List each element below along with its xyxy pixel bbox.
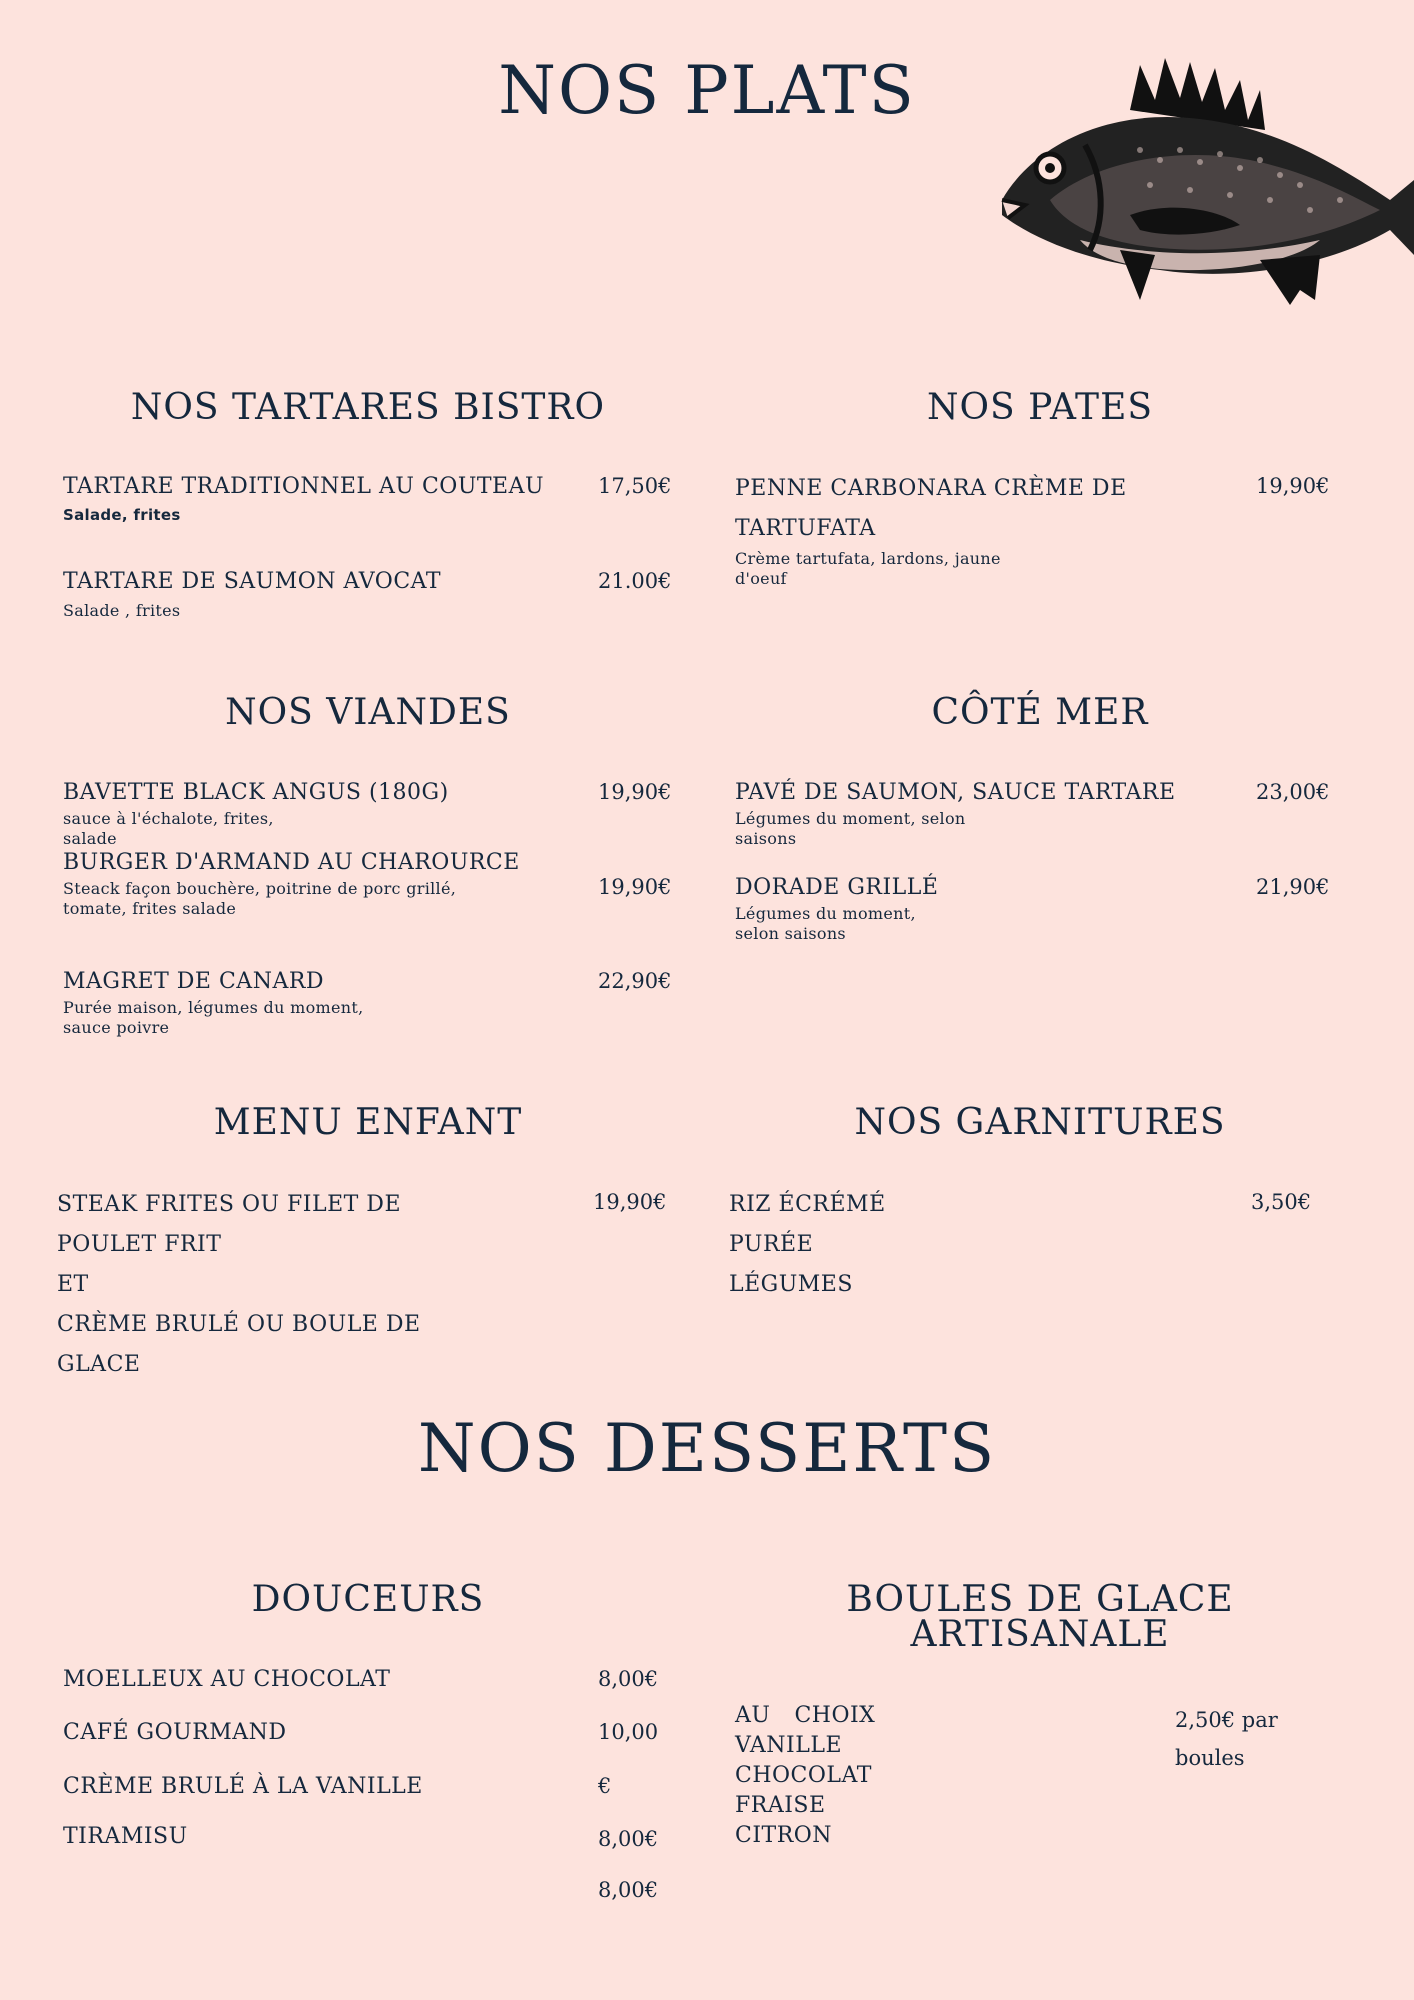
page-title: NOS PLATS [498, 52, 916, 129]
choice-word: AU [735, 1703, 771, 1728]
item-description: Légumes du moment, selon saisons [735, 809, 966, 848]
item-price: 21,90€ [1256, 875, 1330, 899]
price-line: boules [1175, 1746, 1245, 1770]
item-description: Steack façon bouchère, poitrine de porc grillé, tomate, frites salade [63, 879, 457, 918]
item-description: Crème tartufata, lardons, jaune d'oeuf [735, 549, 1001, 588]
item-price: 3,50€ [1251, 1190, 1312, 1214]
item-description: sauce à l'échalote, frites, salade [63, 809, 274, 848]
section-title-garnitures: NOS GARNITURES [854, 1102, 1226, 1143]
item-price: 19,90€ [598, 875, 672, 899]
item-name: BAVETTE BLACK ANGUS (180G) [63, 780, 449, 805]
item-description: Purée maison, légumes du moment, sauce poivre [63, 998, 364, 1037]
ice-cream-flavor-list [735, 1701, 875, 1851]
section-title-tartares: NOS TARTARES BISTRO [130, 387, 606, 428]
list-item: LÉGUMES [729, 1272, 853, 1297]
list-item: VANILLE [735, 1733, 843, 1758]
item-name: MAGRET DE CANARD [63, 969, 325, 994]
item-price: 19,90€ [593, 1190, 667, 1214]
section-title-glaces: BOULES DE GLACE [846, 1579, 1234, 1620]
section-title-enfant: MENU ENFANT [213, 1102, 523, 1143]
list-item: RIZ ÉCRÉMÉ [729, 1192, 886, 1217]
item-price: € [598, 1774, 612, 1798]
item-name: BURGER D'ARMAND AU CHAROURCE [63, 850, 520, 875]
item-price: 8,00€ [598, 1878, 659, 1902]
fish-icon [990, 50, 1414, 315]
choice-word: CHOIX [794, 1703, 876, 1728]
item-price: 19,90€ [598, 780, 672, 804]
list-item: PURÉE [729, 1232, 814, 1257]
list-item: POULET FRIT [57, 1232, 222, 1257]
item-name: MOELLEUX AU CHOCOLAT [63, 1667, 391, 1692]
item-name: TARTARE TRADITIONNEL AU COUTEAU [63, 474, 545, 499]
list-item: STEAK FRITES OU FILET DE [57, 1192, 401, 1217]
item-description: Salade, frites [63, 506, 181, 524]
item-price: 21.00€ [598, 569, 672, 593]
desserts-title: NOS DESSERTS [417, 1410, 997, 1487]
item-price: 19,90€ [1256, 474, 1330, 498]
item-name: CAFÉ GOURMAND [63, 1720, 287, 1745]
list-item: FRAISE [735, 1793, 826, 1818]
item-description: Salade , frites [63, 601, 181, 620]
item-price: 8,00€ [598, 1667, 659, 1691]
choice-line [735, 1701, 875, 1731]
section-title-glaces-line2: ARTISANALE [910, 1614, 1170, 1655]
list-item: CHOCOLAT [735, 1763, 872, 1788]
item-name: TARTARE DE SAUMON AVOCAT [63, 569, 442, 594]
price-line: 2,50€ par [1175, 1708, 1278, 1732]
item-name: PENNE CARBONARA CRÈME DE TARTUFATA [735, 476, 1127, 541]
item-price: 10,00 [598, 1720, 659, 1744]
item-name: TIRAMISU [63, 1824, 188, 1849]
item-price: 17,50€ [598, 474, 672, 498]
list-item: CRÈME BRULÉ OU BOULE DE [57, 1312, 421, 1337]
item-description: Légumes du moment, selon saisons [735, 904, 916, 943]
item-price: 23,00€ [1256, 780, 1330, 804]
kids-menu-list [57, 1185, 421, 1385]
list-item: GLACE [57, 1352, 141, 1377]
item-name: PAVÉ DE SAUMON, SAUCE TARTARE [735, 780, 1176, 805]
garnitures-list [729, 1185, 886, 1305]
section-title-pates: NOS PATES [926, 387, 1154, 428]
item-name: CRÈME BRULÉ À LA VANILLE [63, 1774, 423, 1799]
item-name: DORADE GRILLÉ [735, 875, 939, 900]
list-item: CITRON [735, 1823, 833, 1848]
section-title-mer: CÔTÉ MER [931, 692, 1149, 733]
item-price: 22,90€ [598, 969, 672, 993]
ice-cream-price [1175, 1701, 1278, 1777]
section-title-douceurs: DOUCEURS [251, 1579, 485, 1620]
section-title-viandes: NOS VIANDES [225, 692, 511, 733]
list-item: ET [57, 1272, 89, 1297]
item-price: 8,00€ [598, 1827, 659, 1851]
